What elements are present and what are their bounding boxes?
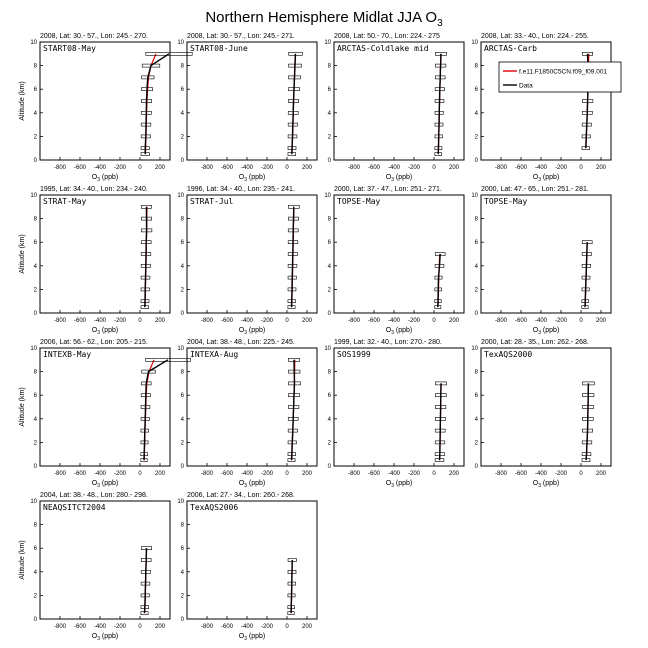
y-tick-label: 2 xyxy=(33,134,37,141)
panel-14 xyxy=(177,492,317,642)
x-tick-label: -800 xyxy=(494,318,508,324)
x-tick-label: 0 xyxy=(432,318,436,324)
x-tick-label: 200 xyxy=(595,471,607,477)
x-tick-label: -600 xyxy=(220,624,234,630)
data-line xyxy=(144,360,168,460)
panel-7 xyxy=(324,186,464,336)
y-tick-label: 0 xyxy=(474,311,478,317)
panel-header: 2008, Lat: 30.- 57., Lon: 245.- 270. xyxy=(40,33,148,40)
x-tick-label: -600 xyxy=(73,165,87,171)
x-axis-label: $O_3$ (ppb) xyxy=(385,327,413,336)
panel-11 xyxy=(324,339,464,489)
panel-12 xyxy=(471,339,611,489)
legend-box xyxy=(499,62,621,92)
panel-name: SOS1999 xyxy=(337,350,371,359)
x-tick-label: -600 xyxy=(73,471,87,477)
x-tick-label: -200 xyxy=(260,471,274,477)
panel-3 xyxy=(324,33,464,183)
y-tick-label: 8 xyxy=(474,63,478,70)
y-tick-label: 4 xyxy=(474,110,478,117)
x-tick-label: 0 xyxy=(138,165,142,171)
x-tick-label: -200 xyxy=(407,471,421,477)
y-tick-label: 6 xyxy=(180,240,184,247)
x-tick-label: -600 xyxy=(367,165,381,171)
x-tick-label: 0 xyxy=(285,624,289,630)
x-tick-label: 200 xyxy=(595,318,607,324)
y-tick-label: 10 xyxy=(471,193,478,199)
x-tick-label: -200 xyxy=(407,318,421,324)
x-tick-label: -600 xyxy=(73,624,87,630)
x-tick-label: 0 xyxy=(285,165,289,171)
y-tick-label: 10 xyxy=(30,499,37,505)
x-tick-label: 200 xyxy=(301,318,313,324)
x-tick-label: -200 xyxy=(260,318,274,324)
x-tick-label: -400 xyxy=(240,624,254,630)
panel-frame xyxy=(40,42,170,160)
panel-header: 2000, Lat: 47.- 65., Lon: 251.- 281. xyxy=(481,186,589,193)
x-tick-label: -800 xyxy=(53,318,67,324)
y-tick-label: 10 xyxy=(471,40,478,46)
y-tick-label: 0 xyxy=(327,158,331,164)
x-tick-label: -800 xyxy=(347,165,361,171)
y-tick-label: 0 xyxy=(33,617,37,623)
x-tick-label: -800 xyxy=(53,624,67,630)
data-line xyxy=(438,54,441,154)
y-tick-label: 10 xyxy=(324,346,331,352)
panel-frame xyxy=(481,348,611,466)
x-tick-label: -400 xyxy=(93,624,107,630)
y-tick-label: 6 xyxy=(180,546,184,553)
legend-entry-label: f.e11.F1850C5CN.f09_f09.001 xyxy=(519,68,608,76)
x-tick-label: -200 xyxy=(113,318,127,324)
x-tick-label: 200 xyxy=(448,165,460,171)
y-tick-label: 6 xyxy=(474,87,478,94)
x-tick-label: 200 xyxy=(448,471,460,477)
data-line xyxy=(145,548,147,613)
x-tick-label: -600 xyxy=(514,165,528,171)
x-tick-label: 0 xyxy=(579,318,583,324)
x-tick-label: -400 xyxy=(387,165,401,171)
x-tick-label: -400 xyxy=(93,165,107,171)
y-tick-label: 0 xyxy=(180,617,184,623)
legend-entry-label: Data xyxy=(519,82,533,90)
panel-name: ARCTAS-Carb xyxy=(484,44,537,53)
panel-header: 2000, Lat: 37.- 47., Lon: 251.- 271. xyxy=(334,186,442,193)
x-tick-label: 200 xyxy=(595,165,607,171)
panel-frame xyxy=(334,195,464,313)
y-tick-label: 2 xyxy=(180,287,184,294)
panel-13 xyxy=(19,492,170,642)
x-axis-label: $O_3$ (ppb) xyxy=(91,633,119,642)
y-tick-label: 8 xyxy=(33,63,37,70)
y-tick-label: 10 xyxy=(324,40,331,46)
y-tick-label: 8 xyxy=(327,369,331,376)
x-tick-label: -400 xyxy=(387,318,401,324)
y-tick-label: 4 xyxy=(33,263,37,270)
x-tick-label: -200 xyxy=(260,165,274,171)
panel-frame xyxy=(187,501,317,619)
panel-header: 2008, Lat: 50.- 70., Lon: 224.- 275 xyxy=(334,33,440,40)
panel-frame xyxy=(40,501,170,619)
panel-6 xyxy=(177,186,317,336)
y-tick-label: 0 xyxy=(180,158,184,164)
panel-4 xyxy=(471,33,621,183)
x-axis-label: $O_3$ (ppb) xyxy=(385,174,413,183)
panel-header: 1995, Lat: 34.- 40., Lon: 234.- 240. xyxy=(40,186,148,193)
y-tick-label: 10 xyxy=(177,40,184,46)
data-line xyxy=(145,54,169,154)
panel-header: 2008, Lat: 30.- 57., Lon: 245.- 271. xyxy=(187,33,295,40)
x-tick-label: -800 xyxy=(200,471,214,477)
x-axis-label: $O_3$ (ppb) xyxy=(238,633,266,642)
y-tick-label: 2 xyxy=(180,593,184,600)
panel-frame xyxy=(481,42,611,160)
panel-header: 2006, Lat: 27.- 34., Lon: 260.- 268. xyxy=(187,492,295,499)
x-tick-label: -800 xyxy=(200,624,214,630)
x-tick-label: -800 xyxy=(347,471,361,477)
x-tick-label: -200 xyxy=(113,624,127,630)
x-tick-label: 0 xyxy=(432,165,436,171)
panel-header: 1996, Lat: 34.- 40., Lon: 235.- 241. xyxy=(187,186,295,193)
y-tick-label: 2 xyxy=(327,287,331,294)
panel-frame xyxy=(187,42,317,160)
y-tick-label: 10 xyxy=(177,499,184,505)
x-tick-label: -800 xyxy=(347,318,361,324)
x-tick-label: -600 xyxy=(514,318,528,324)
x-tick-label: -600 xyxy=(367,318,381,324)
x-axis-label: $O_3$ (ppb) xyxy=(91,174,119,183)
x-axis-label: $O_3$ (ppb) xyxy=(238,480,266,489)
y-tick-label: 10 xyxy=(30,193,37,199)
y-tick-label: 4 xyxy=(33,416,37,423)
y-tick-label: 6 xyxy=(33,87,37,94)
x-tick-label: -400 xyxy=(534,165,548,171)
y-tick-label: 6 xyxy=(327,87,331,94)
x-tick-label: 0 xyxy=(432,471,436,477)
x-axis-label: $O_3$ (ppb) xyxy=(238,174,266,183)
legend xyxy=(499,62,621,92)
x-tick-label: -200 xyxy=(554,165,568,171)
panel-name: INTEXB-May xyxy=(43,350,92,359)
y-tick-label: 4 xyxy=(180,263,184,270)
y-tick-label: 2 xyxy=(33,440,37,447)
x-tick-label: -600 xyxy=(73,318,87,324)
x-axis-label: $O_3$ (ppb) xyxy=(385,480,413,489)
x-tick-label: -400 xyxy=(93,471,107,477)
y-tick-label: 0 xyxy=(327,464,331,470)
y-tick-label: 6 xyxy=(180,87,184,94)
y-tick-label: 0 xyxy=(33,158,37,164)
y-tick-label: 6 xyxy=(33,240,37,247)
x-axis-label: $O_3$ (ppb) xyxy=(532,327,560,336)
x-tick-label: -800 xyxy=(200,318,214,324)
x-tick-label: -600 xyxy=(367,471,381,477)
panel-name: TOPSE-May xyxy=(484,197,528,206)
x-tick-label: -400 xyxy=(240,318,254,324)
x-tick-label: -800 xyxy=(494,471,508,477)
x-tick-label: -800 xyxy=(53,165,67,171)
panel-name: START08-June xyxy=(190,44,248,53)
y-tick-label: 8 xyxy=(33,369,37,376)
y-tick-label: 0 xyxy=(180,464,184,470)
y-tick-label: 8 xyxy=(327,216,331,223)
y-tick-label: 4 xyxy=(33,569,37,576)
panel-header: 2006, Lat: 56.- 62., Lon: 205.- 215. xyxy=(40,339,148,346)
data-line xyxy=(145,207,147,307)
x-axis-label: $O_3$ (ppb) xyxy=(91,327,119,336)
y-tick-label: 0 xyxy=(180,311,184,317)
panel-name: INTEXA-Aug xyxy=(190,350,239,359)
x-axis-label: $O_3$ (ppb) xyxy=(91,480,119,489)
figure-title: Northern Hemisphere Midlat JJA $O_3$ xyxy=(205,9,443,29)
y-tick-label: 2 xyxy=(33,287,37,294)
y-tick-label: 2 xyxy=(327,134,331,141)
panel-name: START08-May xyxy=(43,44,96,53)
x-tick-label: -400 xyxy=(93,318,107,324)
x-tick-label: -200 xyxy=(554,471,568,477)
y-tick-label: 0 xyxy=(33,311,37,317)
x-tick-label: 200 xyxy=(154,471,166,477)
y-tick-label: 6 xyxy=(33,546,37,553)
y-tick-label: 8 xyxy=(33,522,37,529)
panel-frame xyxy=(40,348,170,466)
panel-2 xyxy=(177,33,317,183)
y-tick-label: 8 xyxy=(33,216,37,223)
panel-name: NEAQSITCT2004 xyxy=(43,503,106,512)
x-tick-label: -400 xyxy=(387,471,401,477)
y-tick-label: 4 xyxy=(180,110,184,117)
y-axis-label: Altitude (km) xyxy=(19,540,26,580)
panel-name: TexAQS2006 xyxy=(190,503,239,512)
x-tick-label: -600 xyxy=(220,165,234,171)
x-tick-label: 200 xyxy=(154,318,166,324)
figure-title-subscript: 3 xyxy=(437,18,443,29)
y-tick-label: 8 xyxy=(474,216,478,223)
x-tick-label: 200 xyxy=(301,165,313,171)
y-tick-label: 4 xyxy=(180,416,184,423)
y-tick-label: 6 xyxy=(327,240,331,247)
y-tick-label: 10 xyxy=(30,346,37,352)
y-tick-label: 2 xyxy=(327,440,331,447)
panel-header: 2008, Lat: 33.- 40., Lon: 224.- 255. xyxy=(481,33,589,40)
y-tick-label: 6 xyxy=(180,393,184,400)
y-tick-label: 2 xyxy=(474,287,478,294)
x-tick-label: 0 xyxy=(285,318,289,324)
y-tick-label: 4 xyxy=(33,110,37,117)
y-tick-label: 4 xyxy=(327,263,331,270)
x-tick-label: 200 xyxy=(154,624,166,630)
data-line xyxy=(292,54,296,154)
y-tick-label: 6 xyxy=(33,393,37,400)
panel-name: TOPSE-May xyxy=(337,197,381,206)
x-tick-label: -800 xyxy=(494,165,508,171)
x-tick-label: 0 xyxy=(138,318,142,324)
data-line xyxy=(585,242,587,307)
panel-header: 2004, Lat: 38.- 48., Lon: 225.- 245. xyxy=(187,339,295,346)
panel-9 xyxy=(19,339,190,489)
x-tick-label: -400 xyxy=(534,471,548,477)
y-tick-label: 8 xyxy=(474,369,478,376)
panel-frame xyxy=(334,42,464,160)
data-line xyxy=(440,383,442,460)
panel-10 xyxy=(177,339,317,489)
x-tick-label: -400 xyxy=(240,471,254,477)
panel-5 xyxy=(19,186,170,336)
x-tick-label: -600 xyxy=(220,471,234,477)
panel-name: STRAT-May xyxy=(43,197,87,206)
y-tick-label: 10 xyxy=(471,346,478,352)
panel-8 xyxy=(471,186,611,336)
y-axis-label: Altitude (km) xyxy=(19,81,26,121)
x-tick-label: -800 xyxy=(200,165,214,171)
x-tick-label: -600 xyxy=(220,318,234,324)
y-tick-label: 2 xyxy=(180,134,184,141)
panel-name: STRAT-Jul xyxy=(190,197,234,206)
x-tick-label: 0 xyxy=(579,165,583,171)
x-tick-label: -400 xyxy=(240,165,254,171)
y-tick-label: 0 xyxy=(33,464,37,470)
x-tick-label: -200 xyxy=(113,165,127,171)
x-tick-label: 0 xyxy=(579,471,583,477)
y-tick-label: 8 xyxy=(327,63,331,70)
y-tick-label: 8 xyxy=(180,63,184,70)
panel-header: 2000, Lat: 28.- 35., Lon: 262.- 268. xyxy=(481,339,589,346)
y-tick-label: 8 xyxy=(180,369,184,376)
y-tick-label: 2 xyxy=(474,440,478,447)
data-line xyxy=(292,360,295,460)
x-tick-label: 200 xyxy=(301,471,313,477)
x-tick-label: -200 xyxy=(113,471,127,477)
y-tick-label: 2 xyxy=(474,134,478,141)
panel-frame xyxy=(187,348,317,466)
x-tick-label: 200 xyxy=(448,318,460,324)
panel-header: 1999, Lat: 32.- 40., Lon: 270.- 280. xyxy=(334,339,442,346)
y-tick-label: 10 xyxy=(177,346,184,352)
y-tick-label: 10 xyxy=(324,193,331,199)
x-tick-label: 200 xyxy=(301,624,313,630)
panel-name: ARCTAS-Coldlake mid xyxy=(337,44,429,53)
panel-frame xyxy=(334,348,464,466)
y-tick-label: 6 xyxy=(474,393,478,400)
y-tick-label: 10 xyxy=(30,40,37,46)
y-tick-label: 8 xyxy=(180,522,184,529)
x-tick-label: 0 xyxy=(138,624,142,630)
x-tick-label: -600 xyxy=(514,471,528,477)
panel-name: TexAQS2000 xyxy=(484,350,533,359)
x-tick-label: -200 xyxy=(407,165,421,171)
y-tick-label: 0 xyxy=(474,158,478,164)
y-tick-label: 0 xyxy=(327,311,331,317)
y-tick-label: 4 xyxy=(180,569,184,576)
y-tick-label: 2 xyxy=(180,440,184,447)
x-tick-label: -800 xyxy=(53,471,67,477)
x-tick-label: 0 xyxy=(138,471,142,477)
y-tick-label: 0 xyxy=(474,464,478,470)
y-tick-label: 4 xyxy=(327,110,331,117)
y-tick-label: 6 xyxy=(474,240,478,247)
x-tick-label: -200 xyxy=(554,318,568,324)
y-tick-label: 2 xyxy=(33,593,37,600)
y-tick-label: 4 xyxy=(474,416,478,423)
x-axis-label: $O_3$ (ppb) xyxy=(532,174,560,183)
y-axis-label: Altitude (km) xyxy=(19,387,26,427)
y-tick-label: 8 xyxy=(180,216,184,223)
y-tick-label: 6 xyxy=(327,393,331,400)
x-tick-label: 0 xyxy=(285,471,289,477)
y-tick-label: 10 xyxy=(177,193,184,199)
y-axis-label: Altitude (km) xyxy=(19,234,26,274)
panels xyxy=(19,33,621,642)
x-tick-label: -200 xyxy=(260,624,274,630)
y-tick-label: 4 xyxy=(474,263,478,270)
data-line xyxy=(586,383,588,460)
y-tick-label: 4 xyxy=(327,416,331,423)
panel-header: 2004, Lat: 38.- 48., Lon: 280.- 298. xyxy=(40,492,148,499)
panel-1 xyxy=(19,33,192,183)
x-tick-label: -400 xyxy=(534,318,548,324)
x-axis-label: $O_3$ (ppb) xyxy=(238,327,266,336)
x-axis-label: $O_3$ (ppb) xyxy=(532,480,560,489)
x-tick-label: 200 xyxy=(154,165,166,171)
